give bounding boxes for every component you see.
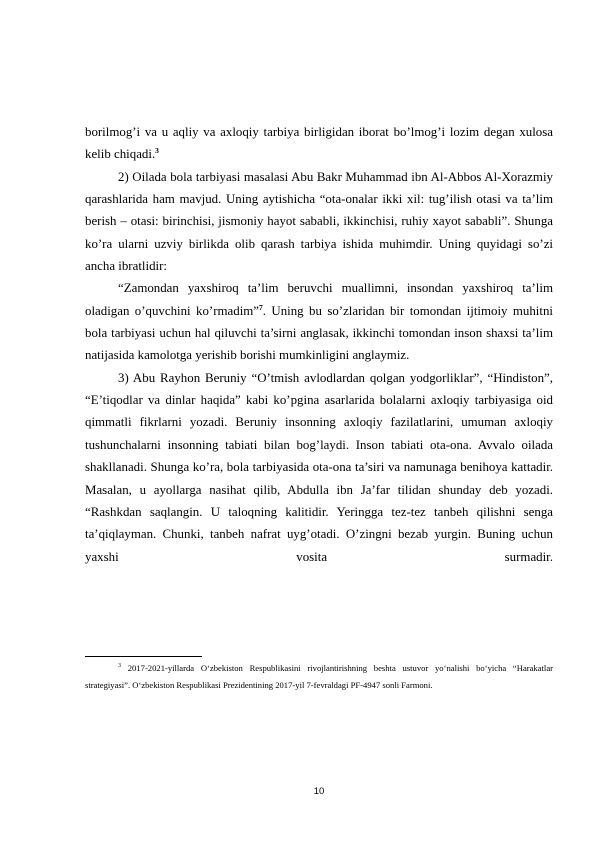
paragraph-1-text: borilmog’i va u aqliy va axloqiy tarbiya birligidan iborat bo’lmog’i lozim degan xulosa kelib chiqadi.	[85, 125, 553, 162]
paragraph-2: 2) Oilada bola tarbiyasi masalasi Abu Bakr Muhammad ibn Al-Abbos Al-Xorazmiy qarashlarida ham mavjud. Uning aytishicha “ota-onalar ikki xil: tug’ilish otasi va ta’lim berish – otasi: birinchisi, jismoniy hayot sababli, ikkinchisi, ruhiy xayot sababli”. Shunga ko’ra ularni uzviy birlikda olib qarash tarbiya ishida muhimdir. Uning quyidagi so’zi ancha ibratlidir:	[85, 169, 553, 274]
footnote-reference: 3	[155, 146, 159, 156]
footnote-marker: 3	[118, 663, 121, 669]
page-number: 10	[313, 786, 325, 797]
paragraph-1	[85, 121, 553, 166]
paragraph-3	[85, 277, 553, 366]
body-text	[85, 121, 553, 568]
paragraph-3-text: . Uning bu so’zlaridan bir tomondan ijtimoiy muhitni bola tarbiyasi uchun hal qiluvchi ta’sirni anglasak, ikkinchi tomondan inson shaxsi ta’lim natijasida kamolotga yerishib borishi mumkinligini anglaymiz.	[85, 303, 553, 363]
footnote-separator	[85, 656, 202, 657]
paragraph-4: 3) Abu Rayhon Beruniy “O’tmish avlodlardan qolgan yodgorliklar”, “Hindiston”, “E’tiqodlar va dinlar haqida” kabi ko’pgina asarlarida bolalarni axloqiy tarbiyasiga oid qimmatli fikrlarni yozadi. Beruniy insonning axloqiy fazilatlarini, umuman axloqiy tushunchalarni insonning tabiati bilan bog’laydi. Inson tabiati ota-ona. Avvalo oilada shakllanadi. Shunga ko’ra, bola tarbiyasida ota-ona ta’siri va namunaga benihoya kattadir. Masalan, u ayollarga nasihat qilib, Abdulla ibn Ja’far tilidan shunday deb yozadi. “Rashkdan saqlangin. U taloqning kalitidir. Yeringga tez-tez tanbeh qilishni senga ta’qiqlayman. Chunki, tanbeh nafrat uyg’otadi. O’zingni bezab yurgin. Buning uchun yaxshi vosita surmadir.	[85, 370, 553, 564]
footnote-text: 2017-2021-yillarda O‘zbekiston Respublikasini rivojlantirishning beshta ustuvor yo‘nalishi bo‘yicha “Harakatlar strategiyasi”. O‘zbekiston Respublikasi Prezidentining 2017-yil 7-fevraldagi PF-4947 sonli Farmoni.	[85, 663, 553, 690]
paragraph-3-quote: “Zamondan yaxshiroq ta’lim beruvchi muallimni, insondan yaxshiroq ta’lim oladigan o’quvchini ko’rmadim”	[85, 281, 553, 318]
footnote	[85, 660, 553, 694]
footnote-reference: 7	[259, 302, 263, 312]
